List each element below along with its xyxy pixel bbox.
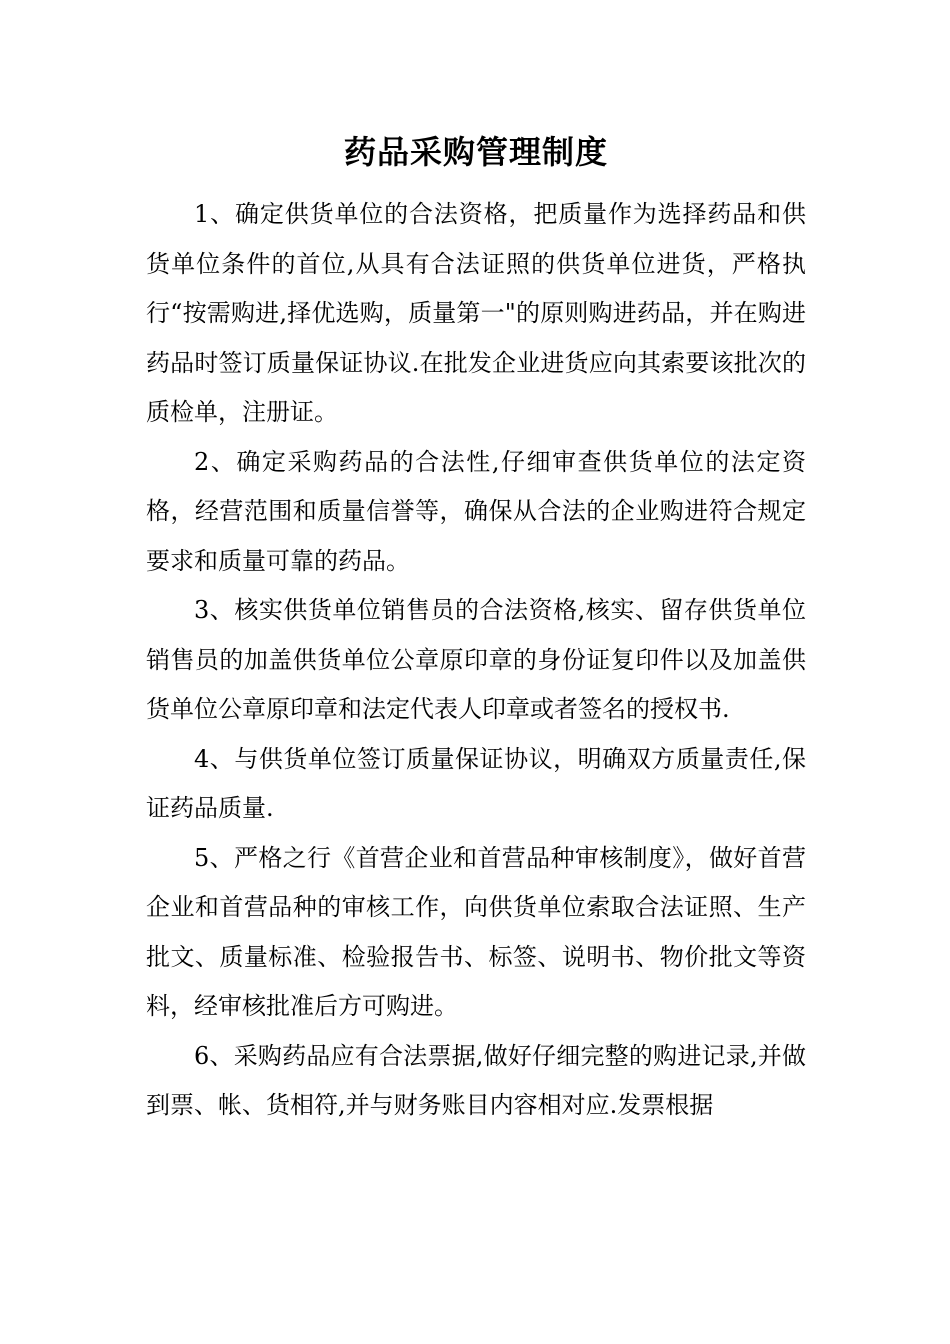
clause-2: 2、确定采购药品的合法性,仔细审查供货单位的法定资格，经营范围和质量信誉等，确保从合法的企业购进符合规定要求和质量可靠的药品。 [146,447,806,575]
clause-5: 5、严格之行《首营企业和首营品种审核制度》，做好首营企业和首营品种的审核工作，向供货单位索取合法证照、生产批文、质量标准、检验报告书、标签、说明书、物价批文等资料，经审核批准后方可购进。 [146,843,806,1020]
clause-4: 4、与供货单位签订质量保证协议，明确双方质量责任,保证药品质量. [146,744,806,822]
clause-3: 3、核实供货单位销售员的合法资格,核实、留存供货单位销售员的加盖供货单位公章原印章的身份证复印件以及加盖供货单位公章原印章和法定代表人印章或者签名的授权书. [146,596,806,723]
document-title: 药品采购管理制度 [343,133,608,171]
clause-6: 6、采购药品应有合法票据,做好仔细完整的购进记录,并做到票、帐、货相符,并与财务账目内容相对应.发票根据 [146,1041,806,1119]
clause-1: 1、确定供货单位的合法资格，把质量作为选择药品和供货单位条件的首位,从具有合法证照的供货单位进货，严格执行“按需购进,择优选购，质量第一"的原则购进药品，并在购进药品时签订质量保证协议.在批发企业进货应向其索要该批次的质检单，注册证。 [146,200,806,426]
document-page [146,128,806,1131]
